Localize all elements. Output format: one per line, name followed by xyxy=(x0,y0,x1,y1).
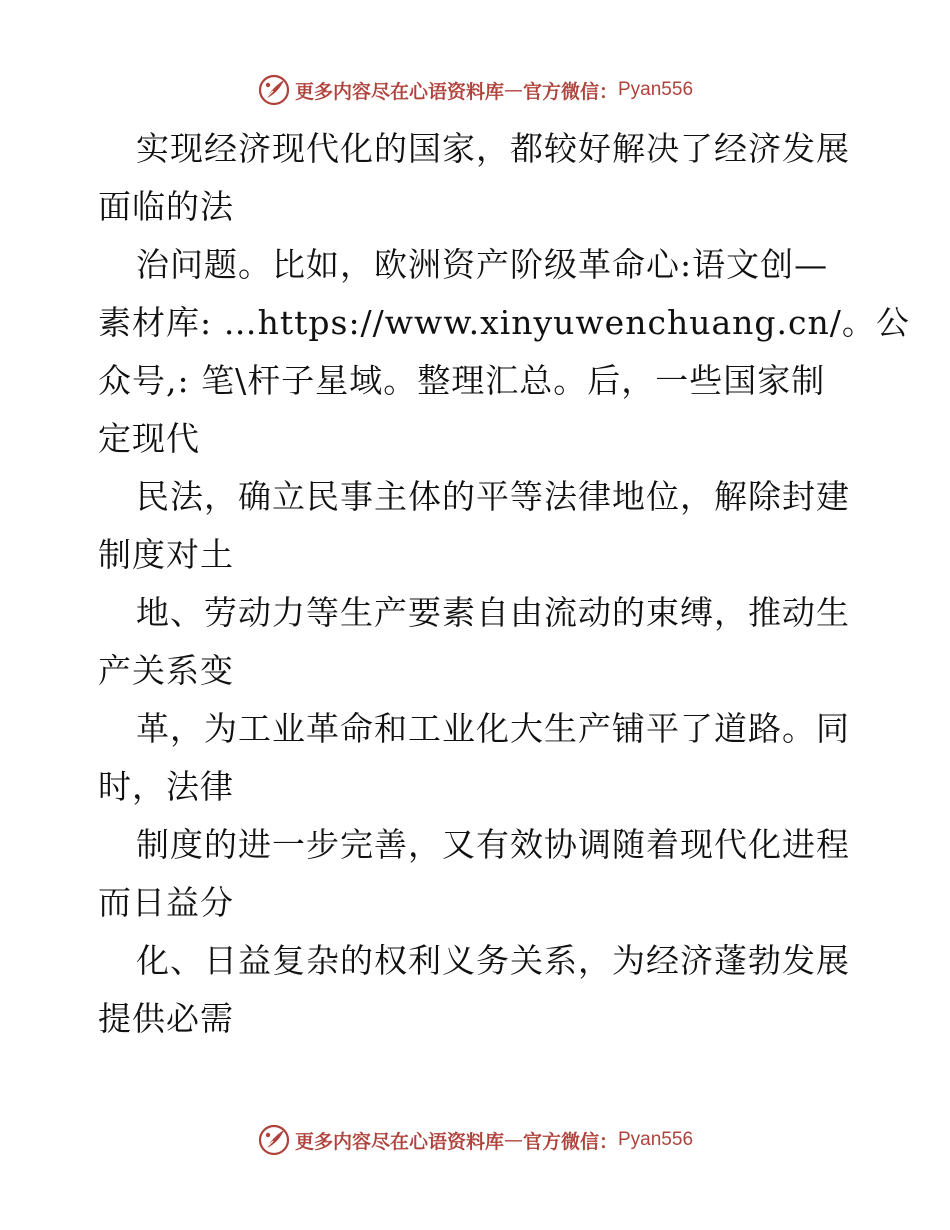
header-wechat-id: Pyan556 xyxy=(618,79,694,100)
text-line: 革，为工业革命和工业化大生产铺平了道路。同 xyxy=(136,709,850,748)
header-brand-text: 更多内容尽在心语资料库 xyxy=(294,80,504,103)
footer-wechat-id: Pyan556 xyxy=(618,1129,694,1150)
text-line: 而日益分 xyxy=(98,883,234,922)
document-body xyxy=(98,120,910,1048)
footer-wechat-label: 官方微信： xyxy=(522,1130,618,1153)
header-wechat-label: 官方微信： xyxy=(522,80,618,103)
footer-banner xyxy=(0,1118,950,1162)
text-line: 制度对土 xyxy=(98,535,234,574)
text-line: 治问题。比如，欧洲资产阶级革命心:语文创— xyxy=(136,245,829,284)
text-line: 提供必需 xyxy=(98,999,234,1038)
quill-pen-logo-icon xyxy=(257,73,291,107)
text-line: 众号,: 笔\杆子星域。整理汇总。后，一些国家制 xyxy=(98,361,826,400)
text-line: 地、劳动力等生产要素自由流动的束缚，推动生 xyxy=(136,593,850,632)
text-line: 时，法律 xyxy=(98,767,234,806)
header-banner xyxy=(0,68,950,112)
text-line: 面临的法 xyxy=(98,187,234,226)
text-line: 制度的进一步完善，又有效协调随着现代化进程 xyxy=(136,825,850,864)
quill-pen-logo-icon xyxy=(257,1123,291,1157)
footer-brand-text: 更多内容尽在心语资料库 xyxy=(294,1130,504,1153)
text-line: 民法，确立民事主体的平等法律地位，解除封建 xyxy=(136,477,850,516)
text-line: 实现经济现代化的国家，都较好解决了经济发展 xyxy=(136,129,850,168)
header-separator: — xyxy=(503,79,523,101)
text-line: 化、日益复杂的权利义务关系，为经济蓬勃发展 xyxy=(136,941,850,980)
text-line: 产关系变 xyxy=(98,651,234,690)
text-line: 素材库: …https://www.xinyuwenchuang.cn/。公 xyxy=(98,303,910,342)
text-line: 定现代 xyxy=(98,419,200,458)
footer-separator: — xyxy=(503,1129,523,1151)
